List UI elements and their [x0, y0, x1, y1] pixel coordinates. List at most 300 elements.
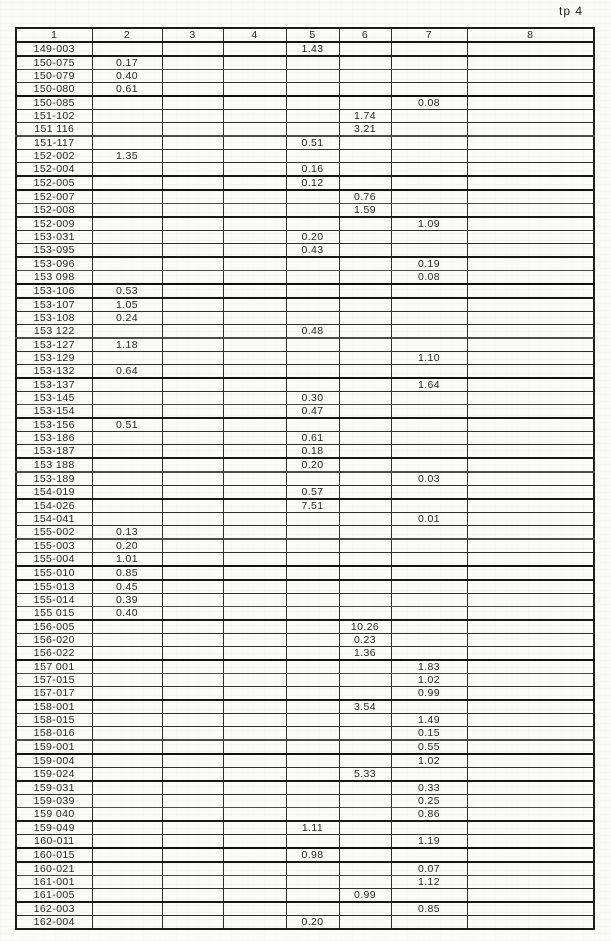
- column-header-4: 4: [223, 28, 286, 42]
- value-cell: [223, 660, 286, 674]
- value-cell: 0.48: [286, 325, 339, 339]
- value-cell: [223, 70, 286, 83]
- value-cell: [339, 458, 391, 472]
- value-cell: [286, 740, 339, 754]
- value-cell: [223, 634, 286, 647]
- value-cell: [162, 298, 223, 312]
- value-cell: [339, 674, 391, 687]
- value-cell: 0.57: [286, 486, 339, 500]
- value-cell: [467, 687, 594, 701]
- value-cell: [92, 190, 162, 204]
- value-cell: 1.01: [92, 553, 162, 567]
- table-row: [16, 700, 594, 714]
- value-cell: [223, 862, 286, 876]
- value-cell: [339, 70, 391, 83]
- value-cell: [391, 486, 467, 500]
- value-cell: [467, 835, 594, 849]
- row-id-cell: 155 015: [16, 607, 92, 621]
- table-row: [16, 271, 594, 285]
- value-cell: [162, 727, 223, 741]
- value-cell: [162, 808, 223, 822]
- value-cell: [467, 338, 594, 352]
- value-cell: [391, 338, 467, 352]
- table-body: [16, 42, 594, 929]
- value-cell: [92, 727, 162, 741]
- value-cell: [162, 110, 223, 123]
- value-cell: [339, 902, 391, 916]
- value-cell: [92, 325, 162, 339]
- row-id-cell: 150-085: [16, 96, 92, 110]
- value-cell: [92, 231, 162, 244]
- value-cell: [162, 862, 223, 876]
- table-row: [16, 365, 594, 379]
- table-row: [16, 513, 594, 526]
- value-cell: [162, 257, 223, 271]
- value-cell: [223, 231, 286, 244]
- value-cell: [339, 526, 391, 540]
- row-id-cell: 151-102: [16, 110, 92, 123]
- row-id-cell: 152-009: [16, 217, 92, 231]
- value-cell: [223, 83, 286, 97]
- value-cell: 0.16: [286, 163, 339, 177]
- value-cell: [391, 620, 467, 634]
- table-row: [16, 620, 594, 634]
- value-cell: [223, 352, 286, 365]
- value-cell: [467, 889, 594, 903]
- table-row: [16, 553, 594, 567]
- value-cell: [92, 378, 162, 392]
- value-cell: 3.54: [339, 700, 391, 714]
- value-cell: 0.03: [391, 472, 467, 486]
- value-cell: [286, 768, 339, 782]
- value-cell: [162, 916, 223, 930]
- value-cell: [467, 190, 594, 204]
- value-cell: 0.64: [92, 365, 162, 379]
- value-cell: [339, 96, 391, 110]
- row-id-cell: 159-039: [16, 795, 92, 808]
- row-id-cell: 156-022: [16, 647, 92, 661]
- value-cell: [92, 499, 162, 513]
- table-row: [16, 83, 594, 97]
- value-cell: [339, 848, 391, 862]
- value-cell: [467, 405, 594, 419]
- value-cell: [286, 312, 339, 325]
- table-row: [16, 526, 594, 540]
- value-cell: [339, 365, 391, 379]
- value-cell: [339, 150, 391, 163]
- value-cell: [223, 298, 286, 312]
- value-cell: 0.61: [92, 83, 162, 97]
- row-id-cell: 153-107: [16, 298, 92, 312]
- value-cell: [162, 432, 223, 445]
- value-cell: [467, 848, 594, 862]
- value-cell: [286, 876, 339, 889]
- row-id-cell: 159-049: [16, 821, 92, 835]
- value-cell: [92, 472, 162, 486]
- value-cell: [467, 902, 594, 916]
- value-cell: 1.11: [286, 821, 339, 835]
- value-cell: [286, 378, 339, 392]
- table-row: [16, 876, 594, 889]
- value-cell: [223, 848, 286, 862]
- value-cell: [223, 553, 286, 567]
- row-id-cell: 156-005: [16, 620, 92, 634]
- value-cell: [162, 634, 223, 647]
- value-cell: 0.08: [391, 96, 467, 110]
- value-cell: [92, 700, 162, 714]
- value-cell: [162, 458, 223, 472]
- row-id-cell: 160-015: [16, 848, 92, 862]
- value-cell: 1.74: [339, 110, 391, 123]
- value-cell: [339, 808, 391, 822]
- value-cell: [391, 392, 467, 405]
- value-cell: [339, 42, 391, 56]
- value-cell: [92, 795, 162, 808]
- value-cell: [286, 660, 339, 674]
- value-cell: [223, 902, 286, 916]
- value-cell: [223, 513, 286, 526]
- value-cell: [391, 499, 467, 513]
- table-row: [16, 660, 594, 674]
- value-cell: [223, 647, 286, 661]
- value-cell: [467, 795, 594, 808]
- value-cell: [339, 257, 391, 271]
- row-id-cell: 152-007: [16, 190, 92, 204]
- value-cell: [223, 687, 286, 701]
- value-cell: [339, 312, 391, 325]
- value-cell: [339, 714, 391, 727]
- value-cell: [391, 445, 467, 459]
- value-cell: [286, 298, 339, 312]
- value-cell: [92, 634, 162, 647]
- value-cell: [286, 526, 339, 540]
- value-cell: 1.64: [391, 378, 467, 392]
- value-cell: [467, 781, 594, 795]
- row-id-cell: 161-001: [16, 876, 92, 889]
- row-id-cell: 153-156: [16, 418, 92, 432]
- value-cell: 0.20: [92, 539, 162, 553]
- value-cell: [92, 754, 162, 768]
- value-cell: [391, 365, 467, 379]
- value-cell: [92, 889, 162, 903]
- value-cell: [223, 204, 286, 218]
- row-id-cell: 153-186: [16, 432, 92, 445]
- value-cell: [467, 754, 594, 768]
- value-cell: [162, 781, 223, 795]
- table-row: [16, 418, 594, 432]
- value-cell: [391, 83, 467, 97]
- value-cell: 0.20: [286, 458, 339, 472]
- value-cell: [339, 244, 391, 258]
- value-cell: [162, 365, 223, 379]
- value-cell: [339, 298, 391, 312]
- value-cell: [286, 607, 339, 621]
- value-cell: [467, 312, 594, 325]
- value-cell: [467, 553, 594, 567]
- value-cell: [467, 647, 594, 661]
- value-cell: 7.51: [286, 499, 339, 513]
- value-cell: [467, 513, 594, 526]
- value-cell: [92, 458, 162, 472]
- value-cell: [92, 432, 162, 445]
- value-cell: 0.17: [92, 56, 162, 70]
- value-cell: [339, 754, 391, 768]
- value-cell: [92, 405, 162, 419]
- value-cell: [391, 405, 467, 419]
- value-cell: [286, 714, 339, 727]
- row-id-cell: 154-041: [16, 513, 92, 526]
- value-cell: [223, 136, 286, 150]
- value-cell: [92, 674, 162, 687]
- column-header-5: 5: [286, 28, 339, 42]
- table-row: [16, 566, 594, 580]
- table-row: [16, 486, 594, 500]
- table-row: [16, 298, 594, 312]
- value-cell: 0.86: [391, 808, 467, 822]
- row-id-cell: 155-002: [16, 526, 92, 540]
- value-cell: [467, 499, 594, 513]
- row-id-cell: 150-075: [16, 56, 92, 70]
- value-cell: [286, 700, 339, 714]
- table-row: [16, 634, 594, 647]
- value-cell: [286, 808, 339, 822]
- value-cell: [286, 620, 339, 634]
- table-row: [16, 378, 594, 392]
- value-cell: [162, 284, 223, 298]
- value-cell: [467, 821, 594, 835]
- table-row: [16, 338, 594, 352]
- row-id-cell: 157 001: [16, 660, 92, 674]
- value-cell: [162, 620, 223, 634]
- value-cell: [162, 56, 223, 70]
- value-cell: 0.55: [391, 740, 467, 754]
- value-cell: [467, 231, 594, 244]
- value-cell: [92, 445, 162, 459]
- value-cell: [286, 110, 339, 123]
- value-cell: [223, 714, 286, 727]
- value-cell: [92, 136, 162, 150]
- value-cell: [162, 513, 223, 526]
- value-cell: [162, 876, 223, 889]
- row-id-cell: 155-014: [16, 594, 92, 607]
- value-cell: [467, 620, 594, 634]
- value-cell: [391, 70, 467, 83]
- row-id-cell: 155-010: [16, 566, 92, 580]
- value-cell: [162, 42, 223, 56]
- value-cell: [286, 217, 339, 231]
- row-id-cell: 159-024: [16, 768, 92, 782]
- value-cell: [467, 472, 594, 486]
- value-cell: [286, 674, 339, 687]
- value-cell: 5.33: [339, 768, 391, 782]
- table-row: [16, 902, 594, 916]
- value-cell: [467, 284, 594, 298]
- value-cell: [286, 862, 339, 876]
- value-cell: 0.20: [286, 231, 339, 244]
- value-cell: [223, 916, 286, 930]
- value-cell: 0.53: [92, 284, 162, 298]
- value-cell: [162, 204, 223, 218]
- value-cell: [92, 486, 162, 500]
- value-cell: [162, 795, 223, 808]
- value-cell: [223, 472, 286, 486]
- table-row: [16, 580, 594, 594]
- value-cell: [391, 700, 467, 714]
- row-id-cell: 157-015: [16, 674, 92, 687]
- row-id-cell: 157-017: [16, 687, 92, 701]
- value-cell: [162, 150, 223, 163]
- value-cell: [162, 312, 223, 325]
- value-cell: [162, 70, 223, 83]
- value-cell: [467, 607, 594, 621]
- value-cell: [92, 835, 162, 849]
- value-cell: [162, 486, 223, 500]
- value-cell: 0.40: [92, 607, 162, 621]
- value-cell: [467, 204, 594, 218]
- value-cell: [467, 136, 594, 150]
- value-cell: [467, 808, 594, 822]
- column-header-8: 8: [467, 28, 594, 42]
- row-id-cell: 153-106: [16, 284, 92, 298]
- value-cell: [286, 365, 339, 379]
- value-cell: [339, 727, 391, 741]
- value-cell: [286, 150, 339, 163]
- value-cell: [467, 123, 594, 137]
- value-cell: [391, 244, 467, 258]
- row-id-cell: 153 122: [16, 325, 92, 339]
- value-cell: 0.45: [92, 580, 162, 594]
- value-cell: [467, 458, 594, 472]
- table-row: [16, 392, 594, 405]
- value-cell: [467, 352, 594, 365]
- value-cell: [223, 674, 286, 687]
- value-cell: [391, 136, 467, 150]
- table-row: [16, 594, 594, 607]
- value-cell: [92, 204, 162, 218]
- value-cell: [467, 244, 594, 258]
- value-cell: [286, 472, 339, 486]
- value-cell: [92, 714, 162, 727]
- value-cell: [223, 325, 286, 339]
- value-cell: 0.23: [339, 634, 391, 647]
- value-cell: [162, 378, 223, 392]
- value-cell: [286, 190, 339, 204]
- row-id-cell: 153-132: [16, 365, 92, 379]
- value-cell: [223, 620, 286, 634]
- value-cell: 1.36: [339, 647, 391, 661]
- value-cell: [286, 647, 339, 661]
- value-cell: 0.01: [391, 513, 467, 526]
- table-row: [16, 458, 594, 472]
- value-cell: 1.12: [391, 876, 467, 889]
- value-cell: [162, 580, 223, 594]
- value-cell: [162, 660, 223, 674]
- value-cell: [162, 754, 223, 768]
- value-cell: [339, 539, 391, 553]
- value-cell: [92, 862, 162, 876]
- value-cell: [467, 365, 594, 379]
- value-cell: [339, 405, 391, 419]
- value-cell: [286, 56, 339, 70]
- value-cell: [162, 714, 223, 727]
- value-cell: [339, 795, 391, 808]
- table-row: [16, 70, 594, 83]
- value-cell: [339, 392, 391, 405]
- value-cell: [467, 727, 594, 741]
- table-row: [16, 110, 594, 123]
- value-cell: [391, 607, 467, 621]
- value-cell: [223, 486, 286, 500]
- value-cell: [162, 271, 223, 285]
- table-row: [16, 176, 594, 190]
- value-cell: [162, 163, 223, 177]
- value-cell: 0.40: [92, 70, 162, 83]
- value-cell: [92, 42, 162, 56]
- value-cell: [162, 539, 223, 553]
- table-row: [16, 405, 594, 419]
- value-cell: [92, 848, 162, 862]
- value-cell: [223, 42, 286, 56]
- value-cell: [223, 781, 286, 795]
- value-cell: [339, 513, 391, 526]
- value-cell: [223, 526, 286, 540]
- value-cell: [339, 580, 391, 594]
- value-cell: [223, 365, 286, 379]
- value-cell: [223, 271, 286, 285]
- row-id-cell: 159 040: [16, 808, 92, 822]
- value-cell: [339, 472, 391, 486]
- value-cell: [467, 768, 594, 782]
- value-cell: [286, 70, 339, 83]
- value-cell: [467, 378, 594, 392]
- value-cell: 0.13: [92, 526, 162, 540]
- value-cell: [391, 647, 467, 661]
- table-row: [16, 352, 594, 365]
- value-cell: [92, 781, 162, 795]
- value-cell: [467, 526, 594, 540]
- table-row: [16, 795, 594, 808]
- value-cell: [223, 768, 286, 782]
- value-cell: [339, 83, 391, 97]
- table-row: [16, 499, 594, 513]
- value-cell: 1.10: [391, 352, 467, 365]
- value-cell: [162, 96, 223, 110]
- value-cell: [162, 607, 223, 621]
- value-cell: 0.99: [339, 889, 391, 903]
- value-cell: 0.51: [286, 136, 339, 150]
- value-cell: [467, 594, 594, 607]
- table-row: [16, 190, 594, 204]
- value-cell: [339, 553, 391, 567]
- value-cell: [339, 378, 391, 392]
- value-cell: [223, 418, 286, 432]
- value-cell: [286, 418, 339, 432]
- value-cell: 1.05: [92, 298, 162, 312]
- value-cell: [339, 486, 391, 500]
- value-cell: [467, 325, 594, 339]
- value-cell: [339, 566, 391, 580]
- value-cell: [339, 445, 391, 459]
- table-row: [16, 714, 594, 727]
- value-cell: [162, 445, 223, 459]
- value-cell: [391, 123, 467, 137]
- value-cell: 0.12: [286, 176, 339, 190]
- value-cell: [286, 795, 339, 808]
- value-cell: [339, 217, 391, 231]
- value-cell: [286, 889, 339, 903]
- row-id-cell: 158-015: [16, 714, 92, 727]
- value-cell: [467, 539, 594, 553]
